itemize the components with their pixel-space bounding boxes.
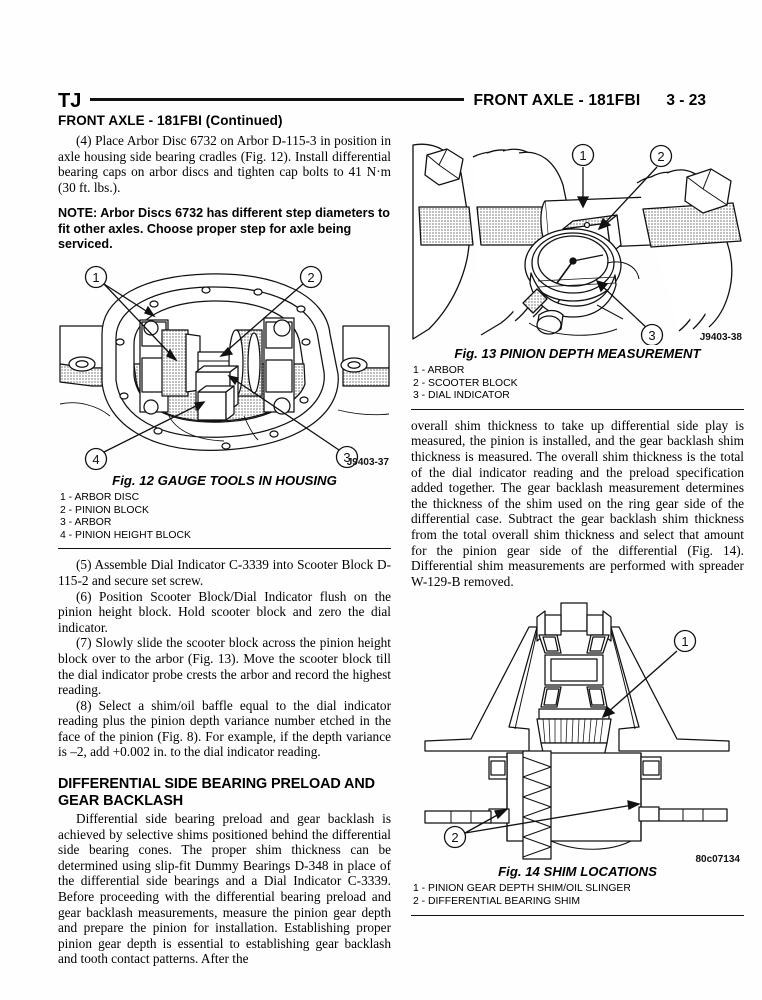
legend-item: 2 - DIFFERENTIAL BEARING SHIM: [413, 895, 581, 907]
header-rule: [90, 98, 463, 101]
figure-12-artwork: [58, 264, 391, 472]
figure-13-caption: Fig. 13 PINION DEPTH MEASUREMENT: [454, 346, 701, 361]
figure-13-artwork: [411, 133, 744, 345]
section-body-paragraph: Differential side bearing preload and gear backlash is achieved by selective shims positioned behind the differential side bearing cones. The proper shim thickness can be determined using slip-fit Dummy Bearings D-348 in place of the differential side bearings and a Dial Indicator C-3339. Before proceeding with the differential bearing preload and gear backlash measurements, measure the pinion gear depth and prepare the pinion for installation. Establishing proper pinion gear depth is essential to establishing gear backlash and tooth contact patterns. After the: [58, 811, 391, 967]
figure-12: [58, 264, 391, 542]
page-header: [58, 88, 706, 114]
page-number: 3 - 23: [666, 92, 706, 109]
legend-item: 1 - ARBOR DISC: [60, 491, 140, 503]
svg-text:1: 1: [92, 269, 100, 285]
right-body-paragraph: overall shim thickness to take up differential side play is measured, the pinion is installed, and the gear backlash shim thickness is measured. The overall shim thickness is the total of the dial indicator reading and the preload specification added together. The gear backlash measurement determines the thickness of the shim used on the ring gear side of the differential case. Subtract the gear backlash shim thickness from the total overall shim thickness and select that amount for the pinion gear side of the differential (Fig. 14). Differential shim measurements are performed with spreader W-129-B removed.: [411, 417, 744, 589]
step-7-paragraph: (7) Slowly slide the scooter block across the pinion height block over to the arbor (Fig. 13). Move the scooter block till the dial indicator probe crests the arbor and record the highest reading.: [58, 635, 391, 698]
figure-13: [411, 133, 744, 403]
svg-text:3: 3: [648, 328, 656, 343]
svg-text:1: 1: [681, 634, 689, 650]
right-column: [411, 133, 744, 924]
figure-13-ref: J9403-38: [699, 332, 742, 343]
note-paragraph: NOTE: Arbor Discs 6732 has different step diameters to fit other axles. Choose proper step for axle being serviced.: [58, 206, 390, 251]
brand-label: TJ: [58, 89, 82, 112]
legend-item: 4 - PINION HEIGHT BLOCK: [60, 529, 191, 541]
bottom-divider: [411, 915, 744, 916]
figure-12-legend: [60, 492, 391, 542]
svg-text:3: 3: [343, 449, 351, 465]
figure-12-caption: Fig. 12 GAUGE TOOLS IN HOUSING: [112, 472, 337, 488]
figure-14-ref: 80c07134: [695, 854, 740, 866]
step-5-paragraph: (5) Assemble Dial Indicator C-3339 into Scooter Block D-115-2 and secure set screw.: [58, 557, 391, 588]
figure-14: [411, 601, 744, 915]
figure-12-ref: J9403-37: [346, 456, 389, 468]
step-6-paragraph: (6) Position Scooter Block/Dial Indicator flush on the pinion height block. Hold scooter block and zero the dial indicator.: [58, 588, 391, 635]
page-title: FRONT AXLE - 181FBI: [473, 92, 641, 109]
figure-13-legend: [413, 365, 744, 403]
svg-text:2: 2: [307, 269, 315, 285]
svg-text:2: 2: [451, 830, 459, 846]
section-heading: DIFFERENTIAL SIDE BEARING PRELOAD AND GEAR BACKLASH: [58, 776, 375, 809]
svg-text:2: 2: [657, 149, 665, 164]
svg-text:1: 1: [579, 148, 587, 163]
section-divider: [58, 548, 391, 549]
legend-item: 1 - ARBOR: [413, 365, 465, 376]
figure-14-caption: Fig. 14 SHIM LOCATIONS: [498, 864, 657, 880]
legend-item: 2 - PINION BLOCK: [60, 504, 149, 516]
step-4-paragraph: (4) Place Arbor Disc 6732 on Arbor D-115-3 in position in axle housing side bearing cradles (Fig. 12). Install differential bearing caps on arbor discs and tighten cap bolts to 41 N·m (30 ft. lbs.).: [58, 133, 391, 195]
section-divider: [411, 409, 744, 410]
legend-item: 1 - PINION GEAR DEPTH SHIM/OIL SLINGER: [413, 883, 631, 895]
step-8-paragraph: (8) Select a shim/oil baffle equal to the dial indicator reading plus the pinion depth variance number etched in the face of the pinion (Fig. 8). For example, if the depth variance is –2, add +0.002 in. to the dial indicator reading.: [58, 697, 391, 760]
left-column: [58, 133, 391, 967]
figure-14-legend: [413, 883, 744, 908]
legend-item: 3 - DIAL INDICATOR: [413, 390, 510, 402]
legend-item: 2 - SCOOTER BLOCK: [413, 377, 518, 389]
legend-item: 3 - ARBOR: [60, 517, 112, 529]
continued-heading: FRONT AXLE - 181FBI (Continued): [58, 113, 283, 128]
svg-text:4: 4: [92, 451, 100, 467]
figure-14-artwork: [411, 601, 744, 866]
